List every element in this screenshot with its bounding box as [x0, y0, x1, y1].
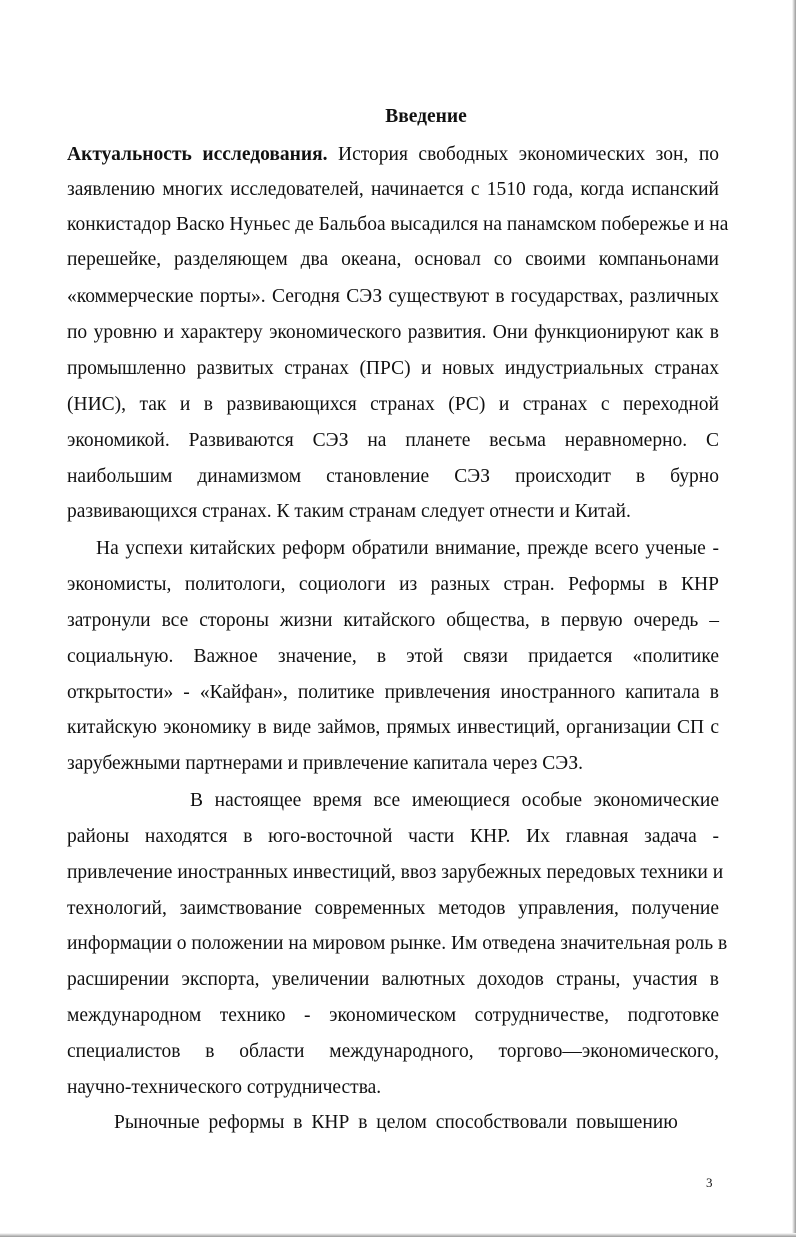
page-edge-shadow — [792, 0, 796, 1237]
paragraph-line: социальную. Важное значение, в этой связи придается «политике — [67, 646, 719, 667]
paragraph-line: китайскую экономику в виде займов, прямых инвестиций, организации СП с — [67, 717, 719, 738]
paragraph-line: зарубежными партнерами и привлечение капитала через СЭЗ. — [67, 753, 583, 774]
paragraph-line: открытости» - «Кайфан», политике привлечения иностранного капитала в — [67, 682, 719, 703]
paragraph-line: Рыночные реформы в КНР в целом способствовали повышению — [114, 1112, 678, 1133]
paragraph-line: научно-технического сотрудничества. — [67, 1077, 382, 1098]
paragraph-line: по уровню и характеру экономического развития. Они функционируют как в — [67, 322, 719, 343]
paragraph-line: расширении экспорта, увеличении валютных доходов страны, участия в — [67, 969, 719, 990]
page-number: 3 — [706, 1175, 713, 1190]
paragraph-line: специалистов в области международного, торгово—экономического, — [67, 1041, 719, 1062]
paragraph-line: развивающихся странах. К таким странам следует отнести и Китай. — [67, 501, 631, 522]
paragraph-line: заявлению многих исследователей, начинается с 1510 года, когда испанский — [67, 179, 719, 200]
paragraph-line: На успехи китайских реформ обратили внимание, прежде всего ученые - — [96, 538, 719, 559]
paragraph-line: информации о положении на мировом рынке. Им отведена значительная роль в — [67, 933, 728, 954]
paragraph-line: экономисты, политологи, социологи из разных стран. Реформы в КНР — [67, 574, 719, 595]
paragraph-line: экономикой. Развиваются СЭЗ на планете весьма неравномерно. С — [67, 430, 719, 451]
paragraph-line: международном технико - экономическом сотрудничестве, подготовке — [67, 1005, 719, 1026]
paragraph-line: конкистадор Васко Нуньес де Бальбоа высадился на панамском побережье и на — [67, 214, 729, 235]
paragraph-line: районы находятся в юго-восточной части КНР. Их главная задача - — [67, 826, 719, 847]
paragraph-line: перешейке, разделяющем два океана, основал со своими компаньонами — [67, 249, 719, 270]
paragraph-line: технологий, заимствование современных методов управления, получение — [67, 898, 719, 919]
paragraph-line: (НИС), так и в развивающихся странах (РС) и странах с переходной — [67, 394, 719, 415]
paragraph-line: В настоящее время все имеющиеся особые экономические — [190, 790, 719, 811]
paragraph-line: промышленно развитых странах (ПРС) и новых индустриальных странах — [67, 358, 719, 379]
paragraph-line: привлечение иностранных инвестиций, ввоз зарубежных передовых техники и — [67, 862, 724, 883]
paragraph-line — [67, 137, 719, 173]
lead-bold-text: Актуальность исследования. — [67, 144, 328, 165]
paragraph-line: «коммерческие порты». Сегодня СЭЗ существуют в государствах, различных — [67, 286, 719, 307]
paragraph-line: затронули все стороны жизни китайского общества, в первую очередь – — [67, 610, 719, 631]
paragraph-line: наибольшим динамизмом становление СЭЗ происходит в бурно — [67, 466, 719, 487]
page-edge-bottom — [0, 1233, 796, 1237]
page-title: Введение — [385, 106, 467, 127]
lead-rest-text: История свободных экономических зон, по — [327, 144, 719, 165]
